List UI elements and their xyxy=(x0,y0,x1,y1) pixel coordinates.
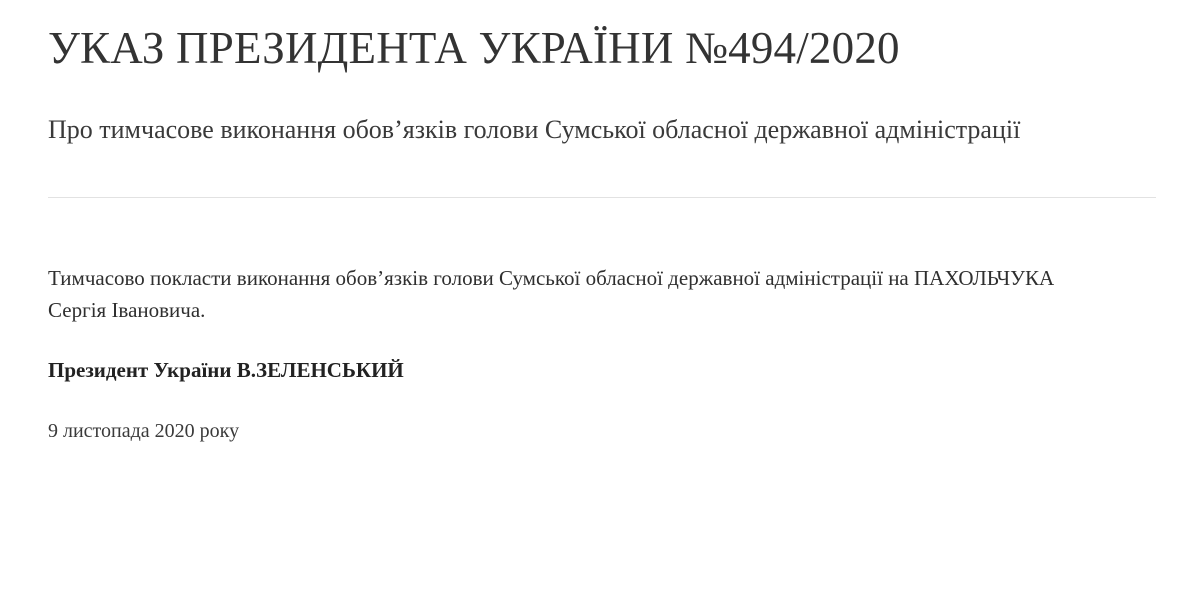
title-divider xyxy=(48,197,1156,198)
page-title: УКАЗ ПРЕЗИДЕНТА УКРАЇНИ №494/2020 xyxy=(48,23,900,73)
decree-body-paragraph: Тимчасово покласти виконання обов’язків голови Сумської обласної державної адміністрації на ПАХОЛЬЧУКА Сергія Івановича. xyxy=(48,265,1055,323)
document-date: 9 листопада 2020 року xyxy=(48,420,240,443)
signature-line: Президент України В.ЗЕЛЕНСЬКИЙ xyxy=(48,357,404,382)
document-subtitle: Про тимчасове виконання обов’язків голови Сумської обласної державної адміністрації xyxy=(48,115,1021,145)
document-body xyxy=(48,206,1156,447)
